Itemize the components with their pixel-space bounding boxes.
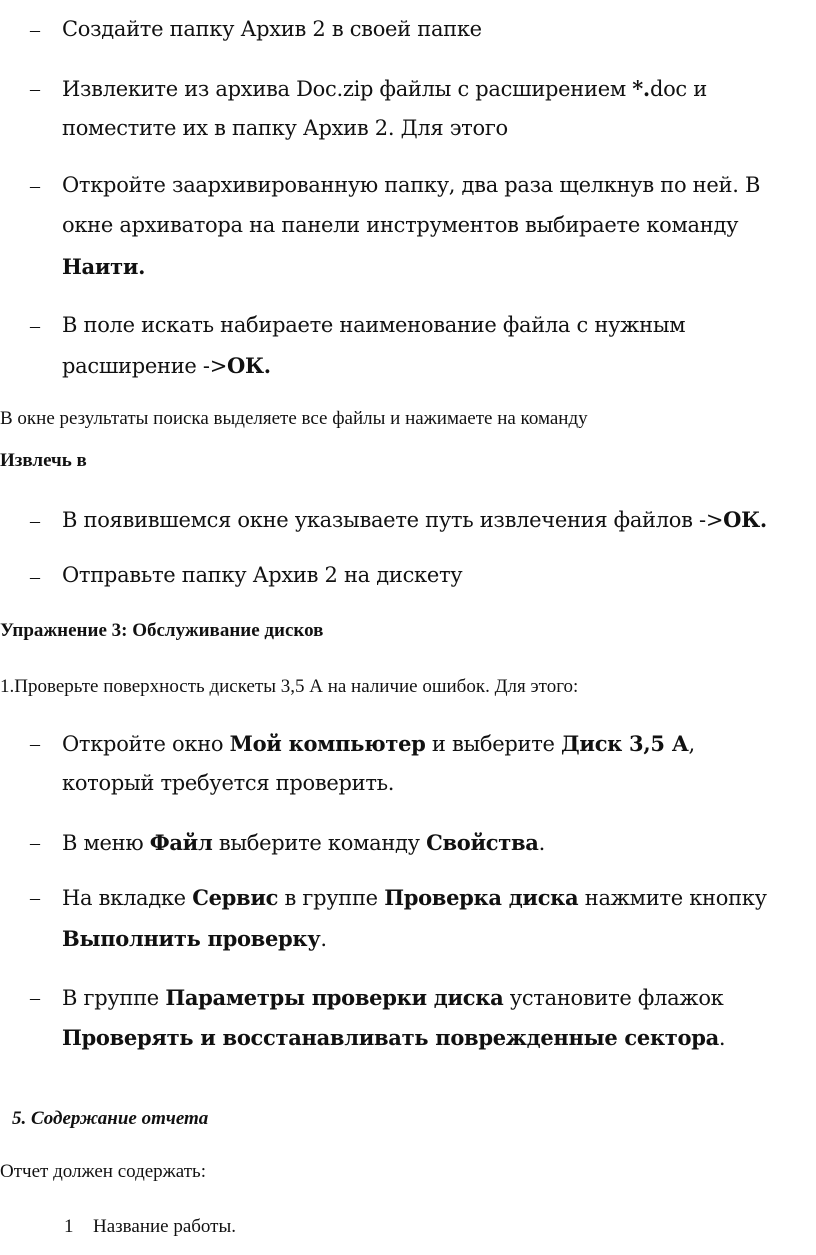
list-item	[62, 313, 685, 337]
item-bold: Проверка диска	[384, 885, 579, 910]
list-item-continuation	[62, 1025, 725, 1050]
item-text: В поле искать набираете наименование файла с нужным	[62, 313, 686, 337]
item-text: поместите их в папку Архив 2. Для этого	[62, 116, 508, 140]
item-text: На вкладке	[62, 886, 193, 910]
item-bold: ОК.	[723, 507, 767, 532]
item-text: расширение ->	[62, 354, 228, 378]
item-text: в группе	[278, 886, 385, 910]
paragraph	[0, 676, 578, 698]
paragraph	[0, 450, 87, 472]
list-item-continuation	[62, 771, 394, 795]
list-item	[62, 731, 695, 756]
item-text: ,	[688, 732, 695, 756]
item-text: .	[718, 1026, 726, 1050]
item-text: .	[538, 831, 545, 855]
bullet-dash: –	[30, 175, 40, 197]
list-item	[62, 507, 767, 532]
item-bold: Проверять и восстанавливать поврежденные сектора	[62, 1025, 719, 1050]
item-text: В группе	[62, 986, 166, 1010]
bullet-dash: –	[30, 887, 40, 909]
list-item	[62, 76, 707, 101]
item-text: doc и	[649, 77, 707, 101]
item-bold: Выполнить проверку	[62, 926, 321, 951]
paragraph	[0, 1161, 206, 1183]
list-item	[62, 830, 545, 855]
item-bold: *.	[632, 76, 650, 101]
paragraph-bold: Извлечь в	[0, 450, 87, 471]
bullet-dash: –	[30, 19, 40, 41]
item-bold: Диск 3,5 А	[561, 731, 689, 756]
bullet-dash: –	[30, 733, 40, 755]
section-heading	[12, 1108, 208, 1130]
item-bold: Наити.	[62, 254, 146, 279]
list-item	[62, 885, 767, 910]
bullet-dash: –	[30, 78, 40, 100]
bullet-dash: –	[30, 832, 40, 854]
item-text: Отправьте папку Архив 2 на дискету	[62, 563, 463, 587]
paragraph-text: 1.Проверьте поверхность дискеты 3,5 А на наличие ошибок. Для этого:	[0, 676, 579, 697]
list-item-continuation	[62, 213, 738, 237]
list-item	[62, 563, 462, 587]
list-item	[62, 985, 724, 1010]
paragraph-text: В окне результаты поиска выделяете все файлы и нажимаете на команду	[0, 408, 588, 429]
list-item-continuation	[62, 926, 327, 951]
list-item	[62, 173, 760, 197]
list-item-continuation	[62, 254, 145, 279]
item-bold: Сервис	[192, 885, 279, 910]
item-text: установите флажок	[503, 986, 724, 1010]
item-text: выберите команду	[212, 831, 427, 855]
item-bold: Мой компьютер	[229, 731, 426, 756]
item-text: Откройте окно	[62, 732, 230, 756]
heading-text: 5. Содержание отчета	[12, 1108, 209, 1129]
bullet-dash: –	[30, 987, 40, 1009]
list-item-continuation	[62, 353, 271, 378]
list-item	[62, 17, 482, 41]
paragraph	[0, 408, 588, 430]
item-text: Название работы.	[93, 1216, 237, 1237]
item-bold: Свойства	[426, 830, 539, 855]
item-bold: ОК.	[227, 353, 271, 378]
section-heading	[0, 620, 323, 642]
paragraph-text: Отчет должен содержать:	[0, 1161, 206, 1182]
item-text: нажмите кнопку	[578, 886, 767, 910]
item-bold: Файл	[149, 830, 213, 855]
item-text: .	[320, 927, 327, 951]
list-item-continuation	[62, 116, 508, 140]
heading-text: Упражнение 3: Обслуживание дисков	[0, 620, 324, 641]
item-text: который требуется проверить.	[62, 771, 395, 795]
item-text: Откройте заархивированную папку, два раза щелкнув по ней. В	[62, 173, 761, 197]
bullet-dash: –	[30, 315, 40, 337]
item-text: В меню	[62, 831, 150, 855]
bullet-dash: –	[30, 510, 40, 532]
item-text: окне архиватора на панели инструментов выбираете команду	[62, 213, 739, 237]
bullet-dash: –	[30, 566, 40, 588]
item-text: В появившемся окне указываете путь извлечения файлов ->	[62, 508, 724, 532]
list-number: 1	[64, 1216, 74, 1237]
item-text: Извлеките из архива Doc.zip файлы с расширением	[62, 77, 633, 101]
item-text: и выберите	[425, 732, 562, 756]
item-text: Создайте папку Архив 2 в своей папке	[62, 17, 482, 41]
item-bold: Параметры проверки диска	[165, 985, 504, 1010]
